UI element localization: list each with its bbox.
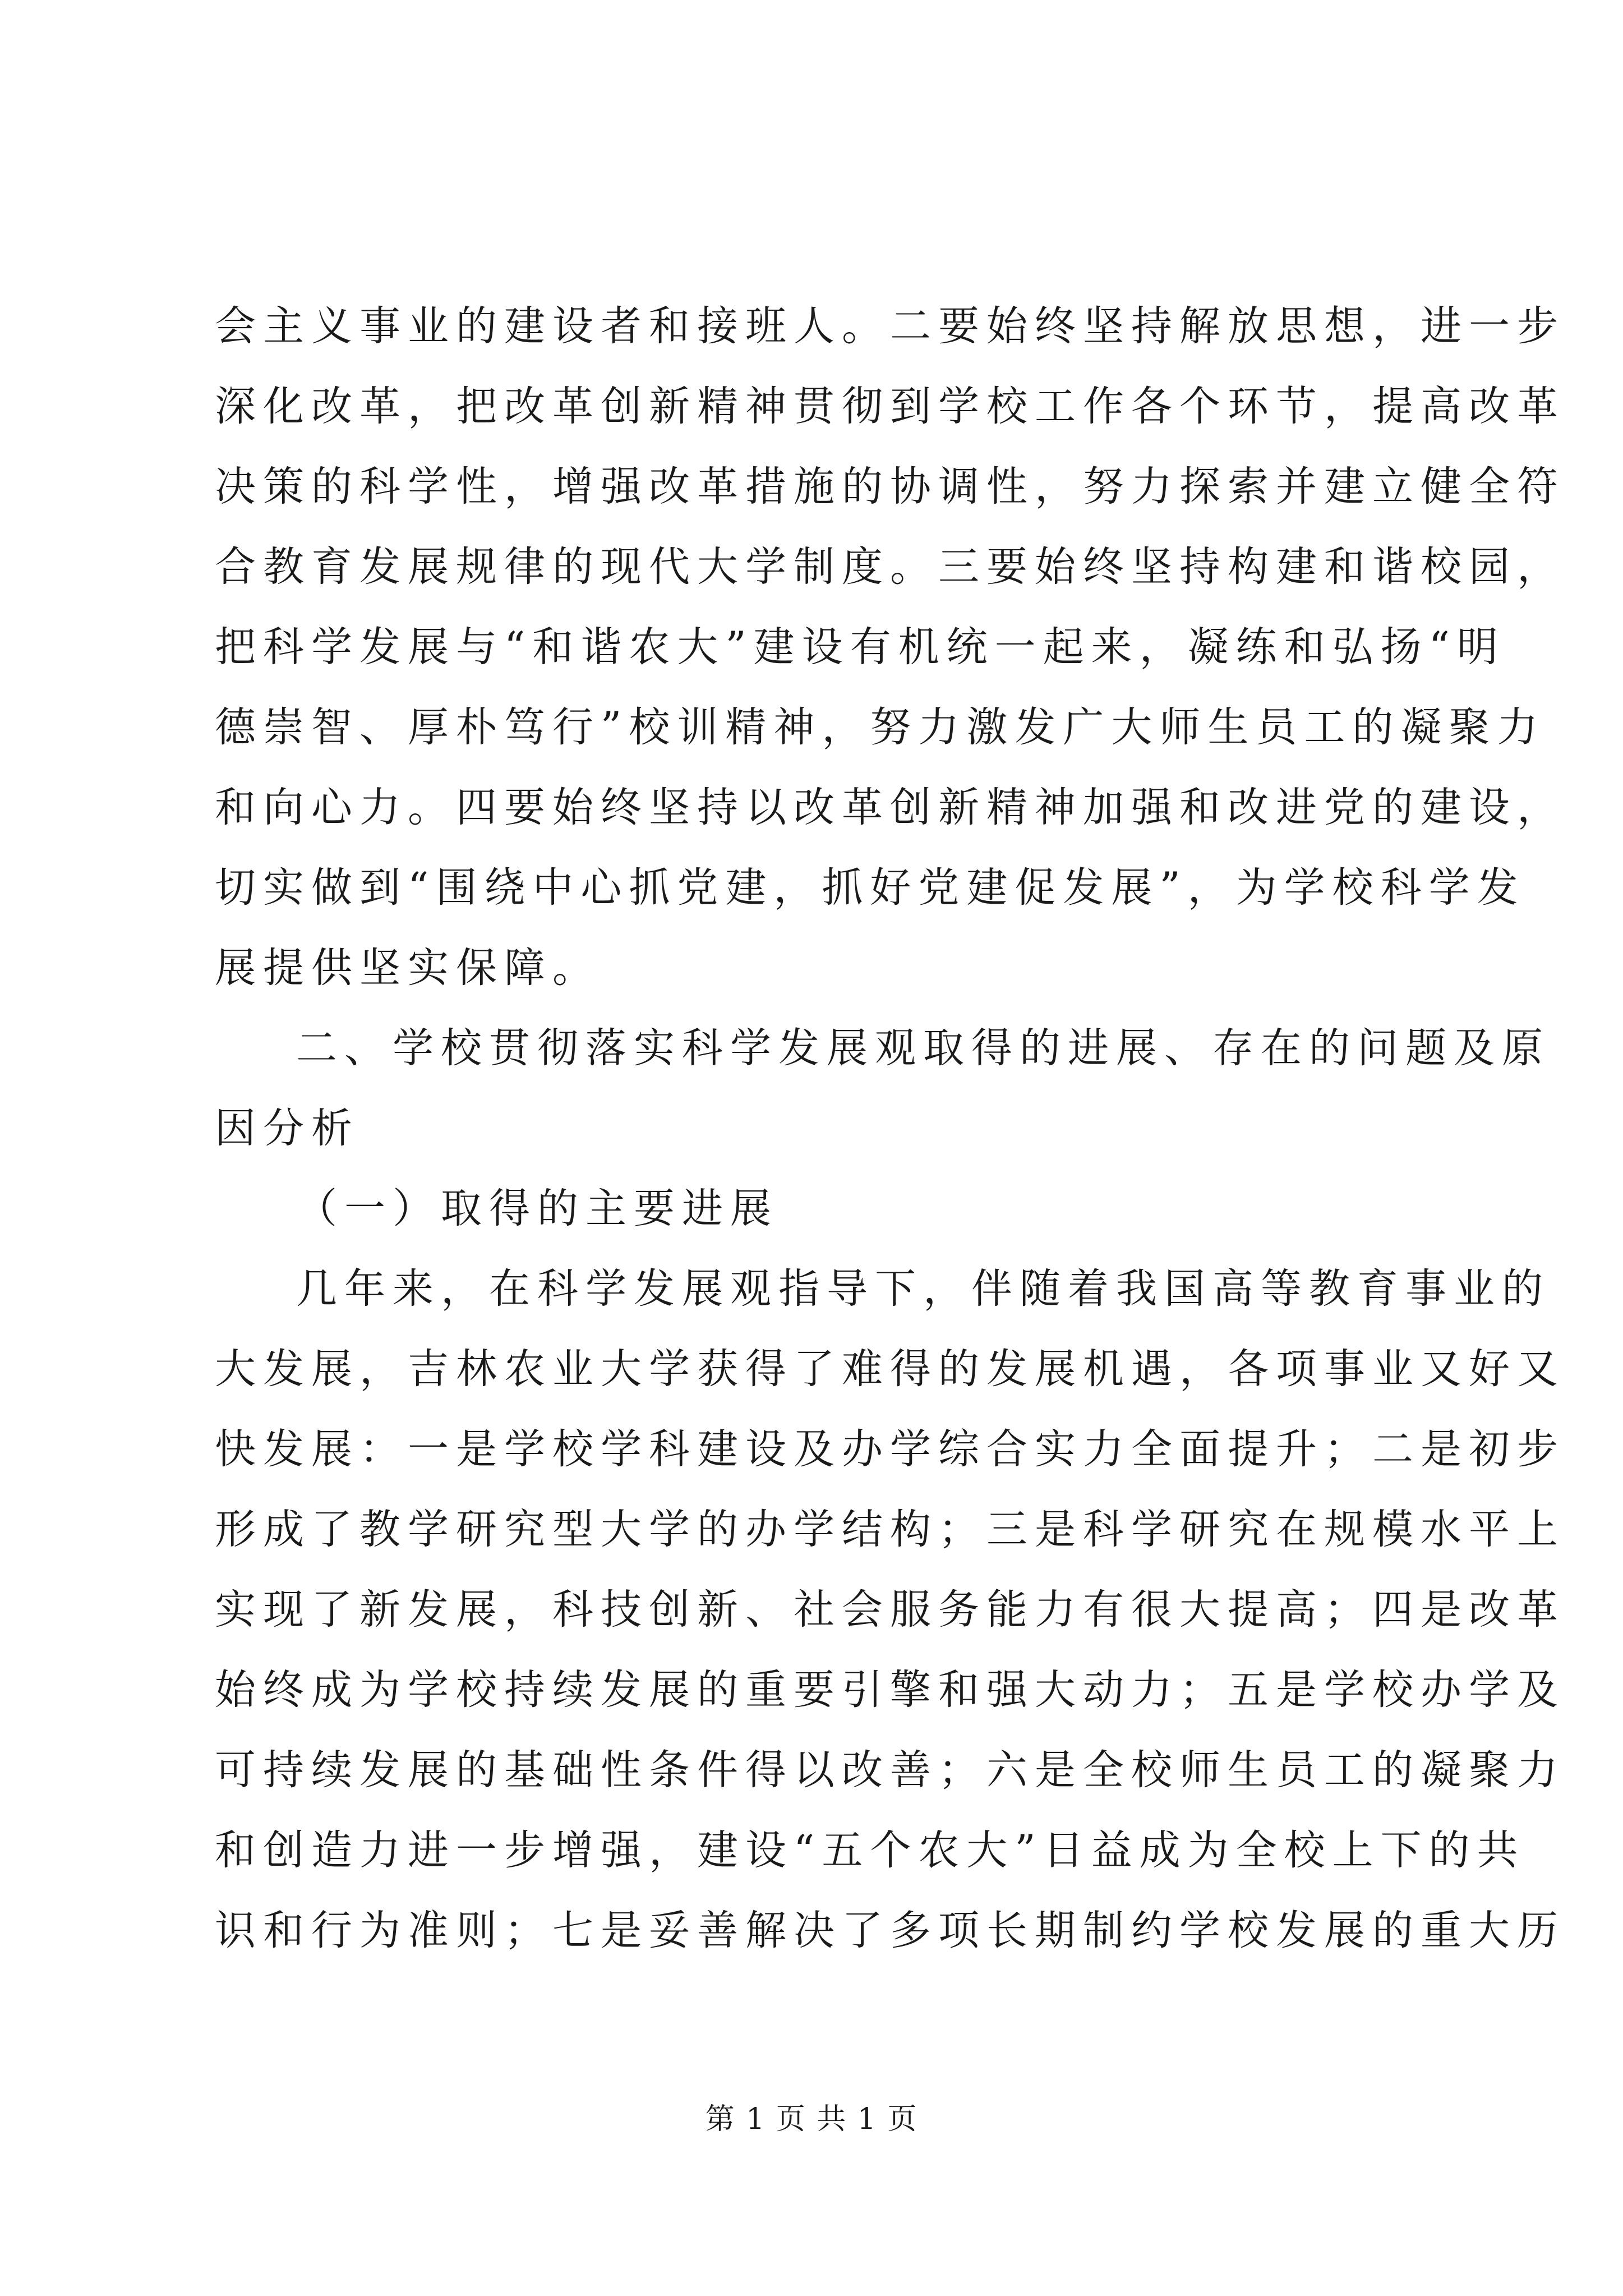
section-heading-line: 二、学校贯彻落实科学发展观取得的进展、存在的问题及原	[296, 1024, 1550, 1072]
text-line: 形成了教学研究型大学的办学结构；三是科学研究在规模水平上	[215, 1506, 1565, 1553]
text-line: 深化改革，把改革创新精神贯彻到学校工作各个环节，提高改革	[215, 383, 1565, 430]
text-line: 大发展，吉林农业大学获得了难得的发展机遇，各项事业又好又	[215, 1345, 1565, 1393]
text-line: 把科学发展与“和谐农大”建设有机统一起来，凝练和弘扬“明	[215, 623, 1505, 671]
text-line: 几年来，在科学发展观指导下，伴随着我国高等教育事业的	[296, 1265, 1550, 1313]
page-number-footer: 第 1 页 共 1 页	[705, 2102, 918, 2136]
text-line: 可持续发展的基础性条件得以改善；六是全校师生员工的凝聚力	[215, 1746, 1565, 1794]
text-line: 会主义事业的建设者和接班人。二要始终坚持解放思想，进一步	[215, 302, 1565, 350]
text-line: 德崇智、厚朴笃行”校训精神，努力激发广大师生员工的凝聚力	[215, 703, 1546, 751]
subsection-heading: （一）取得的主要进展	[296, 1185, 778, 1232]
text-line: 快发展：一是学校学科建设及办学综合实力全面提升；二是初步	[215, 1425, 1565, 1473]
text-line: 决策的科学性，增强改革措施的协调性，努力探索并建立健全符	[215, 463, 1565, 510]
section-heading-line: 因分析	[215, 1105, 359, 1152]
text-line: 切实做到“围绕中心抓党建，抓好党建促发展”，为学校科学发	[215, 864, 1525, 912]
text-line: 合教育发展规律的现代大学制度。三要始终坚持构建和谐校园，	[215, 543, 1565, 591]
text-line: 识和行为准则；七是妥善解决了多项长期制约学校发展的重大历	[215, 1907, 1565, 1954]
text-line: 始终成为学校持续发展的重要引擎和强大动力；五是学校办学及	[215, 1666, 1565, 1714]
text-line: 展提供坚实保障。	[215, 944, 601, 992]
text-line: 和创造力进一步增强，建设“五个农大”日益成为全校上下的共	[215, 1826, 1525, 1874]
text-line: 和向心力。四要始终坚持以改革创新精神加强和改进党的建设，	[215, 784, 1565, 831]
text-line: 实现了新发展，科技创新、社会服务能力有很大提高；四是改革	[215, 1586, 1565, 1634]
